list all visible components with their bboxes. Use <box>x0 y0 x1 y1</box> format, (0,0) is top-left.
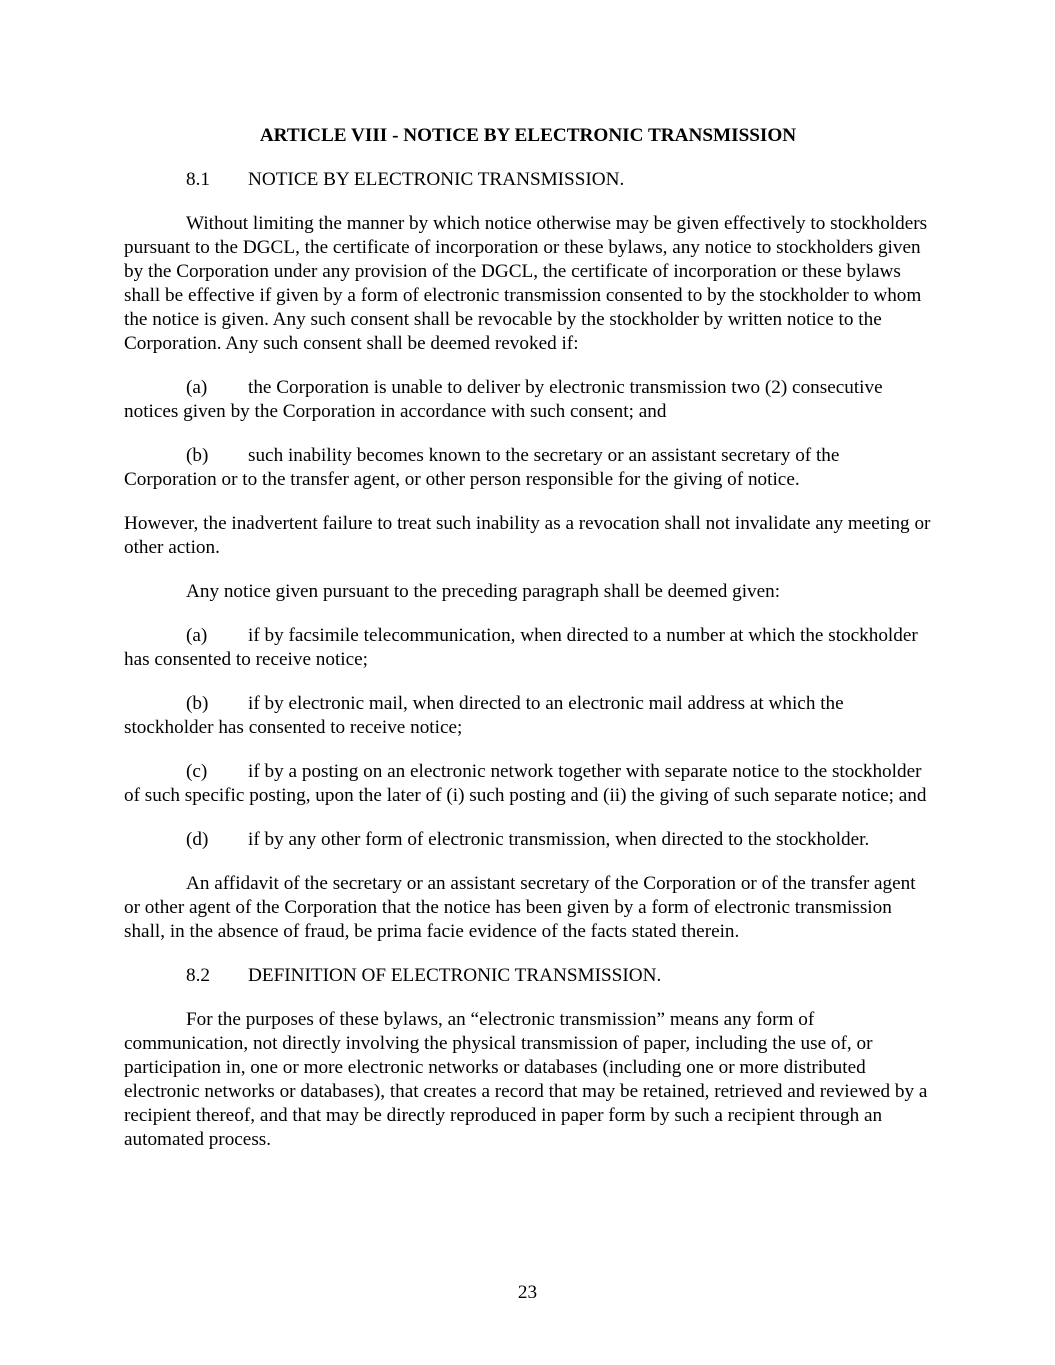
article-title: ARTICLE VIII - NOTICE BY ELECTRONIC TRANSMISSION <box>259 125 797 146</box>
item-label: (a) <box>186 625 208 646</box>
item-text: if by any other form of electronic transmission, when directed to the stockholder. <box>248 829 870 850</box>
revocation-item-a <box>124 376 932 424</box>
section-8-1-number: 8.1 <box>186 169 210 190</box>
definition-paragraph: For the purposes of these bylaws, an “electronic transmission” means any form of communication, not directly involving the physical transmission of paper, including the use of, or participation in, one or more electronic networks or databases (including one or more distributed electronic networks or databases), that creates a record that may be retained, retrieved and reviewed by a recipient thereof, and that may be directly reproduced in paper form by such a recipient through an automated process. <box>124 1009 928 1150</box>
item-text: the Corporation is unable to deliver by electronic transmission two (2) consecutive notices given by the Corporation in accordance with such consent; and <box>124 377 883 422</box>
section-8-2-number: 8.2 <box>186 965 210 986</box>
deemed-given-paragraph: Any notice given pursuant to the preceding paragraph shall be deemed given: <box>186 581 781 602</box>
intro-paragraph: Without limiting the manner by which notice otherwise may be given effectively to stockholders pursuant to the DGCL, the certificate of incorporation or these bylaws, any notice to stockholders given by the Corporation under any provision of the DGCL, the certificate of incorporation or these bylaws shall be effective if given by a form of electronic transmission consented to by the stockholder to whom the notice is given. Any such consent shall be revocable by the stockholder by written notice to the Corporation. Any such consent shall be deemed revoked if: <box>124 213 928 354</box>
item-label: (b) <box>186 693 209 714</box>
section-8-2-title: DEFINITION OF ELECTRONIC TRANSMISSION. <box>248 965 662 986</box>
item-label: (a) <box>186 377 208 398</box>
item-text: if by a posting on an electronic network together with separate notice to the stockholder of such specific posting, upon the later of (i) such posting and (ii) the giving of such separate notice; and <box>124 761 927 806</box>
page-number: 23 <box>517 1282 538 1303</box>
however-paragraph: However, the inadvertent failure to treat such inability as a revocation shall not invalidate any meeting or other action. <box>124 513 931 558</box>
item-text: such inability becomes known to the secretary or an assistant secretary of the Corporation or to the transfer agent, or other person responsible for the giving of notice. <box>124 445 840 490</box>
document-page <box>124 124 932 1172</box>
item-label: (c) <box>186 761 208 782</box>
item-text: if by electronic mail, when directed to an electronic mail address at which the stockholder has consented to receive notice; <box>124 693 844 738</box>
deemed-item-d <box>124 828 932 852</box>
section-8-2-heading <box>124 964 932 988</box>
deemed-item-b <box>124 692 932 740</box>
item-label: (d) <box>186 829 209 850</box>
revocation-item-b <box>124 444 932 492</box>
deemed-item-a <box>124 624 932 672</box>
item-label: (b) <box>186 445 209 466</box>
section-8-1-title: NOTICE BY ELECTRONIC TRANSMISSION. <box>248 169 625 190</box>
item-text: if by facsimile telecommunication, when directed to a number at which the stockholder has consented to receive notice; <box>124 625 918 670</box>
deemed-item-c <box>124 760 932 808</box>
section-8-1-heading <box>124 168 932 192</box>
affidavit-paragraph: An affidavit of the secretary or an assistant secretary of the Corporation or of the transfer agent or other agent of the Corporation that the notice has been given by a form of electronic transmission shall, in the absence of fraud, be prima facie evidence of the facts stated therein. <box>124 873 916 942</box>
